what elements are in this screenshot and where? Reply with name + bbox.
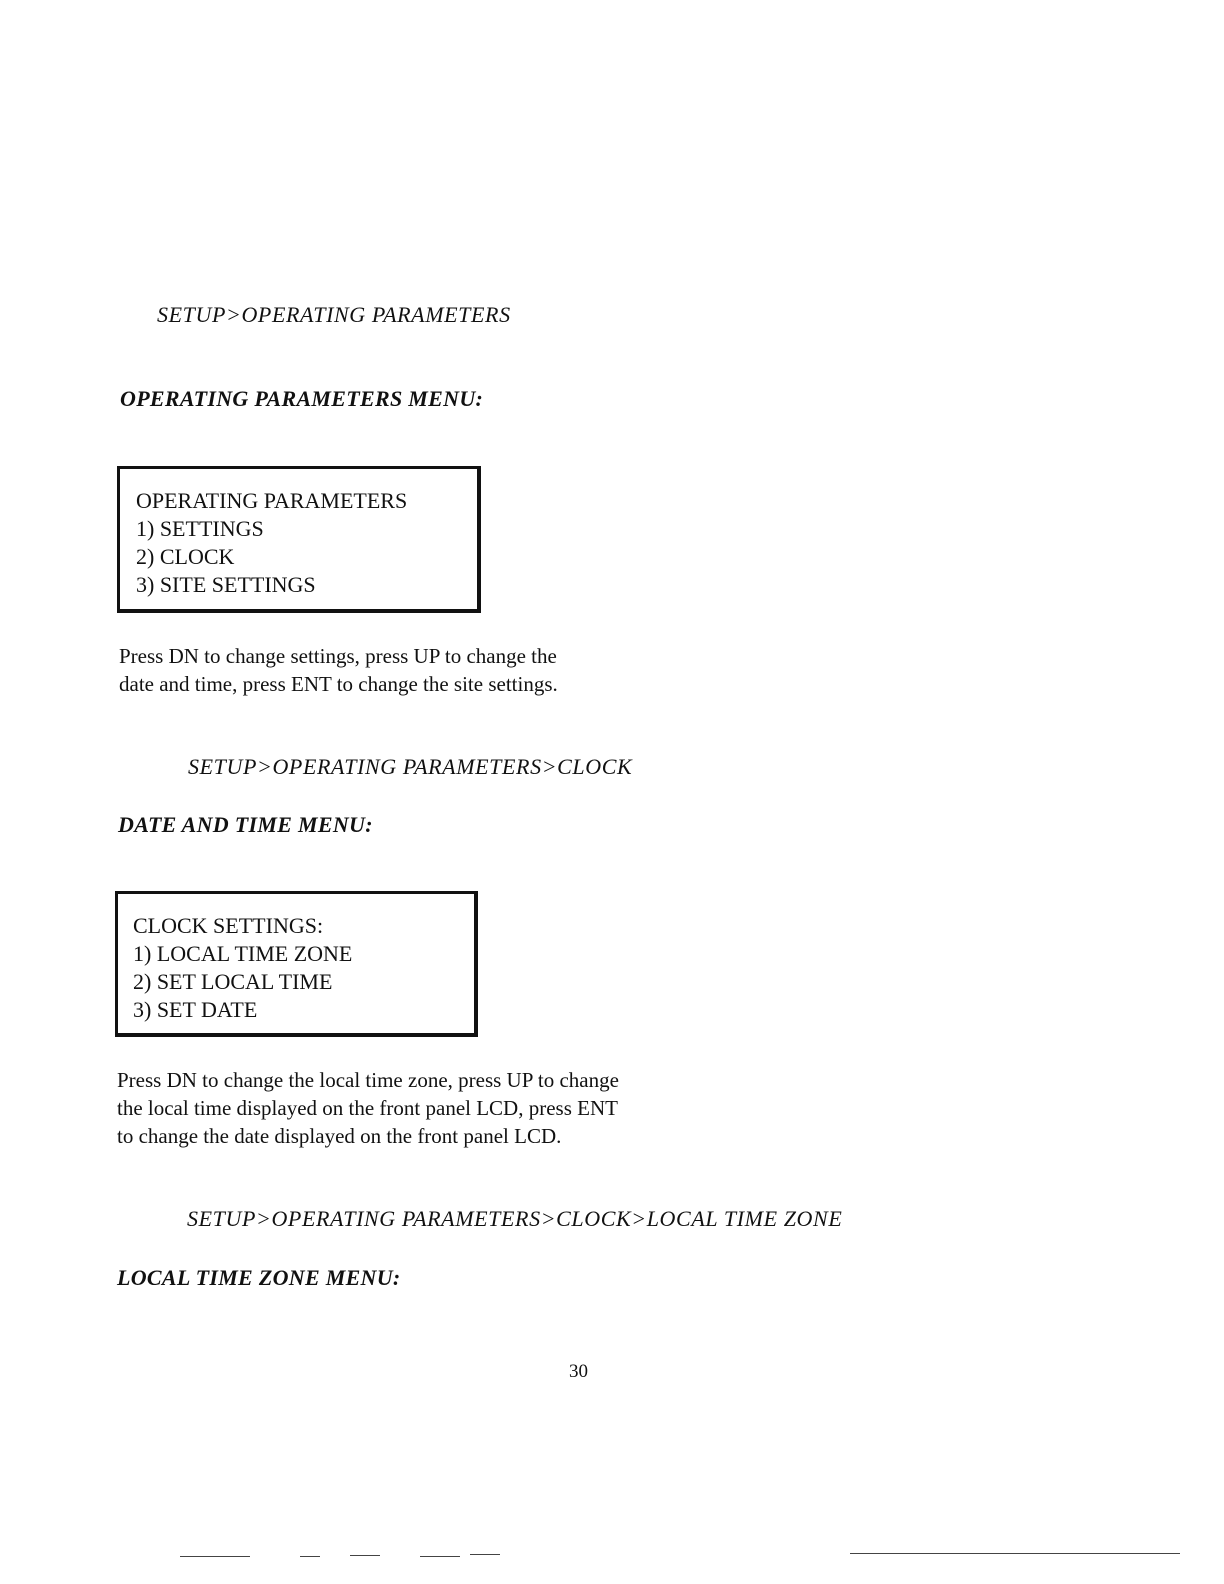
- breadcrumb: SETUP>OPERATING PARAMETERS: [157, 302, 511, 327]
- scan-dash: [180, 1556, 250, 1557]
- lcd-line: CLOCK SETTINGS:: [133, 913, 324, 938]
- lcd-line: 2) CLOCK: [136, 544, 235, 569]
- description-line: date and time, press ENT to change the site settings.: [119, 672, 558, 696]
- description-paragraph: [117, 1066, 619, 1150]
- breadcrumb: SETUP>OPERATING PARAMETERS>CLOCK: [188, 754, 633, 779]
- description-paragraph: [119, 642, 558, 698]
- lcd-line: OPERATING PARAMETERS: [136, 488, 408, 513]
- lcd-display-box: [115, 891, 478, 1037]
- description-line: the local time displayed on the front panel LCD, press ENT: [117, 1096, 618, 1120]
- lcd-line: 2) SET LOCAL TIME: [133, 969, 333, 994]
- lcd-line: 3) SET DATE: [133, 997, 258, 1022]
- scan-dash: [470, 1554, 500, 1555]
- scan-dash: [350, 1555, 380, 1556]
- lcd-line: 3) SITE SETTINGS: [136, 572, 316, 597]
- description-line: Press DN to change settings, press UP to change the: [119, 644, 557, 668]
- scan-dash: [420, 1556, 460, 1557]
- section-heading: DATE AND TIME MENU:: [118, 812, 373, 837]
- scan-dash: [300, 1556, 320, 1557]
- description-line: to change the date displayed on the front panel LCD.: [117, 1124, 562, 1148]
- lcd-display-box: [117, 466, 481, 613]
- section-heading: OPERATING PARAMETERS MENU:: [120, 386, 484, 411]
- section-heading: LOCAL TIME ZONE MENU:: [117, 1265, 401, 1290]
- lcd-line: 1) SETTINGS: [136, 516, 264, 541]
- page-number: 30: [569, 1361, 588, 1382]
- breadcrumb: SETUP>OPERATING PARAMETERS>CLOCK>LOCAL TIME ZONE: [187, 1206, 843, 1231]
- lcd-line: 1) LOCAL TIME ZONE: [133, 941, 353, 966]
- description-line: Press DN to change the local time zone, press UP to change: [117, 1068, 619, 1092]
- scan-dash: [850, 1553, 1180, 1554]
